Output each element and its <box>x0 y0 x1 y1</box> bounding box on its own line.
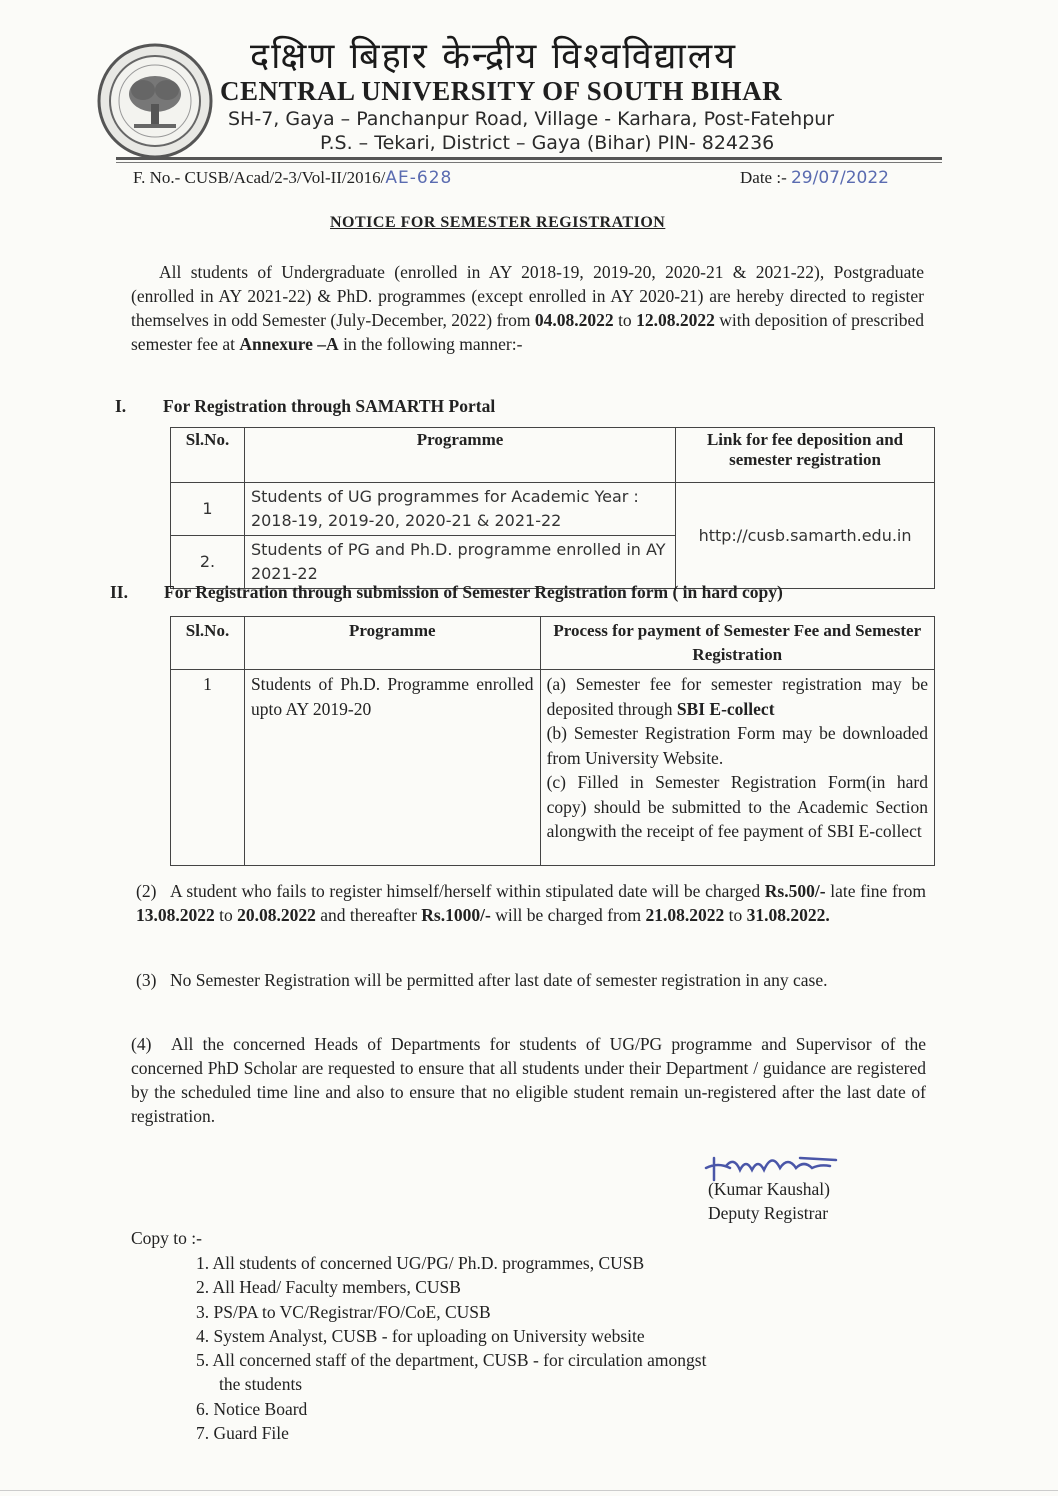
row-programme: Students of PG and Ph.D. programme enrolled in AY 2021-22 <box>244 536 675 589</box>
annexure-ref: Annexure –A <box>239 334 339 354</box>
table-row <box>171 670 935 866</box>
list-item: 7. Guard File <box>196 1423 289 1444</box>
row-programme: Students of Ph.D. Programme enrolled upto AY 2019-20 <box>244 670 540 866</box>
section-2-heading <box>110 582 783 603</box>
hard-copy-table <box>170 616 935 866</box>
col-process: Process for payment of Semester Fee and Semester Registration <box>540 617 934 670</box>
signatory-designation: Deputy Registrar <box>708 1203 829 1223</box>
list-item: 2. All Head/ Faculty members, CUSB <box>196 1277 461 1298</box>
point-4: (4) All the concerned Heads of Departments for students of UG/PG programme and Supervisor of the concerned PhD Scholar are requested to ensure that all students under their Department / guidance are registered by the scheduled time line and also to ensure that no eligible student remain un-registered after the last date of registration. <box>131 1034 926 1126</box>
university-seal-icon <box>96 42 214 160</box>
header-divider <box>116 157 942 160</box>
col-sl-no: Sl.No. <box>171 428 245 483</box>
point-number: (4) <box>131 1034 152 1054</box>
section-1-title: For Registration through SAMARTH Portal <box>163 396 496 416</box>
process-step-c: (c) Filled in Semester Registration Form(in hard copy) should be submitted to the Academic Section alongwith the receipt of fee payment of SBI E-collect <box>546 772 928 841</box>
process-step-b: (b) Semester Registration Form may be downloaded from University Website. <box>546 723 928 768</box>
point-2: (2) A student who fails to register himself/herself within stipulated date will be charged Rs.500/- late fine from 13.08.2022 to 20.08.2022 and thereafter Rs.1000/- will be charged from 21.08.2022 to 31.08.2022. <box>136 881 926 925</box>
date-handwritten: 29/07/2022 <box>790 168 889 188</box>
intro-to: to <box>613 310 637 330</box>
table-row <box>171 483 935 536</box>
date-label: Date :- <box>740 168 791 187</box>
section-2-title: For Registration through submission of Semester Registration form ( in hard copy) <box>164 582 783 602</box>
list-item: 6. Notice Board <box>196 1398 308 1419</box>
row-programme: Students of UG programmes for Academic Year : 2018-19, 2019-20, 2020-21 & 2021-22 <box>244 483 675 536</box>
list-item: 3. PS/PA to VC/Registrar/FO/CoE, CUSB <box>196 1301 491 1322</box>
university-english-name: CENTRAL UNIVERSITY OF SOUTH BIHAR <box>220 76 783 106</box>
copy-to-label: Copy to :- <box>131 1228 202 1248</box>
signatory-name: (Kumar Kaushal) <box>708 1179 830 1199</box>
university-hindi-name: दक्षिण बिहार केन्द्रीय विश्वविद्यालय <box>250 36 738 77</box>
list-item: 4. System Analyst, CUSB - for uploading on University website <box>196 1325 645 1346</box>
row-process <box>540 670 934 866</box>
point-3: (3) No Semester Registration will be permitted after last date of semester registration in any case. <box>136 970 828 990</box>
col-programme: Programme <box>244 428 675 483</box>
copy-to-list <box>196 1251 706 1445</box>
point-number: (2) <box>136 881 157 901</box>
process-step-a: (a) Semester fee for semester registration may be deposited through SBI E-collect <box>546 674 928 719</box>
row-sl: 2. <box>171 536 245 589</box>
notice-date <box>740 168 889 188</box>
samarth-link[interactable]: http://cusb.samarth.edu.in <box>676 483 935 589</box>
section-1-heading <box>115 396 496 417</box>
to-date: 12.08.2022 <box>636 310 715 330</box>
file-number <box>133 168 452 188</box>
list-item: 1. All students of concerned UG/PG/ Ph.D. programmes, CUSB <box>196 1253 645 1273</box>
section-1-number: I. <box>115 396 127 416</box>
intro-text-2: with deposition of prescribed semester fee at <box>131 310 924 354</box>
file-number-label: F. No.- CUSB/Acad/2-3/Vol-II/2016/ <box>133 168 386 187</box>
list-item: the students <box>219 1374 303 1395</box>
point-number: (3) <box>136 970 157 990</box>
section-2-number: II. <box>110 582 128 602</box>
col-link: Link for fee deposition and semester registration <box>676 428 935 483</box>
file-number-handwritten: AE-628 <box>385 168 453 188</box>
intro-text-1: All students of Undergraduate (enrolled in AY 2018-19, 2019-20, 2020-21 & 2021-22), Postgraduate (enrolled in AY 2021-22) & PhD. programmes (except enrolled in AY 2020-21) are hereby directed to register themselves in odd Semester (July-December, 2022) from <box>131 262 924 330</box>
from-date: 04.08.2022 <box>534 310 614 330</box>
row-sl: 1 <box>171 483 245 536</box>
sbi-ecollect: SBI E-collect <box>676 698 775 719</box>
samarth-table <box>170 427 935 589</box>
page-edge <box>0 1490 1058 1491</box>
notice-title: NOTICE FOR SEMESTER REGISTRATION <box>330 214 666 231</box>
intro-paragraph <box>131 260 924 356</box>
list-item: 5. All concerned staff of the department, CUSB - for circulation amongst <box>196 1350 707 1371</box>
address-line-1: SH-7, Gaya – Panchanpur Road, Village - Karhara, Post-Fatehpur <box>228 108 835 130</box>
row-sl: 1 <box>171 670 245 866</box>
col-sl-no: Sl.No. <box>171 617 245 670</box>
intro-text-3: in the following manner:- <box>338 334 523 354</box>
address-line-2: P.S. – Tekari, District – Gaya (Bihar) PIN- 824236 <box>320 132 775 154</box>
col-programme: Programme <box>244 617 540 670</box>
header-divider-thin <box>116 162 942 163</box>
